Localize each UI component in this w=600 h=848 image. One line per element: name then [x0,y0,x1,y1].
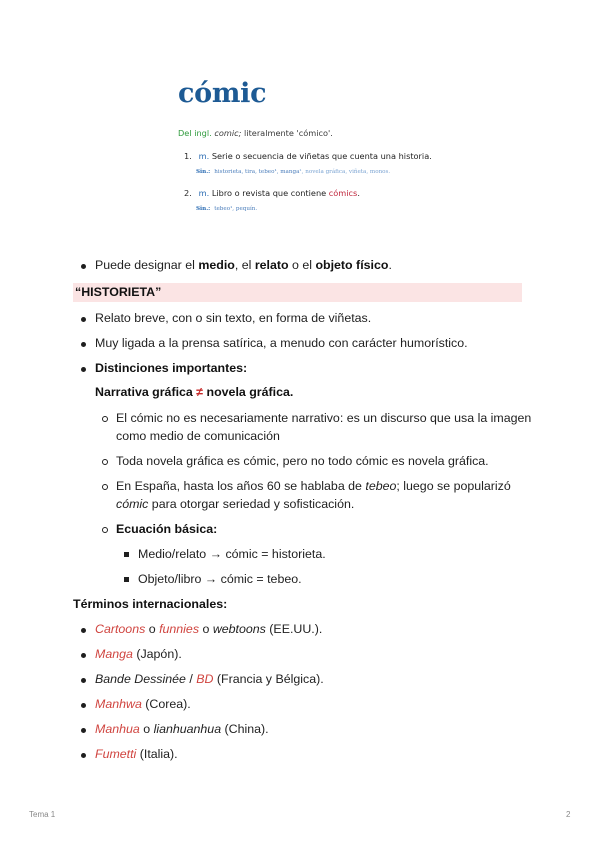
dictionary-etymology: Del ingl. comic; literalmente 'cómico'. [178,128,333,138]
sub-item-narrativo: El cómic no es necesariamente narrativo: es un discurso que usa la imagen como medio de comunicación [0,409,536,445]
section-heading-terminos: Términos internacionales: [73,597,228,611]
footer-page-number: 2 [566,810,571,819]
not-equal-symbol: ≠ [196,385,204,399]
list-item-intro: Puede designar el medio, el relato o el objeto físico. [0,256,525,274]
dictionary-headword: cómic [178,78,267,109]
term-item-eeuu: Cartoons o funnies o webtoons (EE.UU.). [0,620,525,638]
list-item-distinciones: Distinciones importantes: [0,359,525,377]
list-item-ligada: Muy ligada a la prensa satírica, a menudo con carácter humorístico. [0,334,525,352]
term-item-italia: Fumetti (Italia). [0,745,525,763]
dictionary-synonyms-2: Sin.: tebeo¹, pequín. [196,206,258,212]
dictionary-synonyms-1: Sin.: historieta, tira, tebeo¹, manga¹, novela gráfica, viñeta, monos. [196,169,391,175]
dictionary-entry [178,78,432,212]
term-item-japon: Manga (Japón). [0,645,525,663]
list-item-breve: Relato breve, con o sin texto, en forma de viñetas. [0,309,525,327]
sub-item-novela: Toda novela gráfica es cómic, pero no todo cómic es novela gráfica. [0,452,536,470]
notes-body [0,256,600,770]
dictionary-sense-1: 1. m. Serie o secuencia de viñetas que cuenta una historia. [184,151,432,161]
section-heading-historieta: “HISTORIETA” [73,283,522,302]
equation-item: Objeto/libro → cómic = tebeo. [0,570,518,588]
term-item-francia: Bande Dessinée / BD (Francia y Bélgica). [0,670,525,688]
equation-item: Medio/relato → cómic = historieta. [0,545,518,563]
sub-item-ecuacion: Ecuación básica: [0,520,536,538]
dictionary-sense-2: 2. m. Libro o revista que contiene cómics. [184,188,360,198]
narrativa-line: Narrativa gráfica ≠ novela gráfica. [95,385,294,399]
sub-item-espana: En España, hasta los años 60 se hablaba de tebeo; luego se popularizó cómic para otorgar seriedad y sofisticación. [0,477,536,513]
footer-section-label: Tema 1 [29,810,56,819]
term-item-china: Manhua o lianhuanhua (China). [0,720,525,738]
term-item-corea: Manhwa (Corea). [0,695,525,713]
